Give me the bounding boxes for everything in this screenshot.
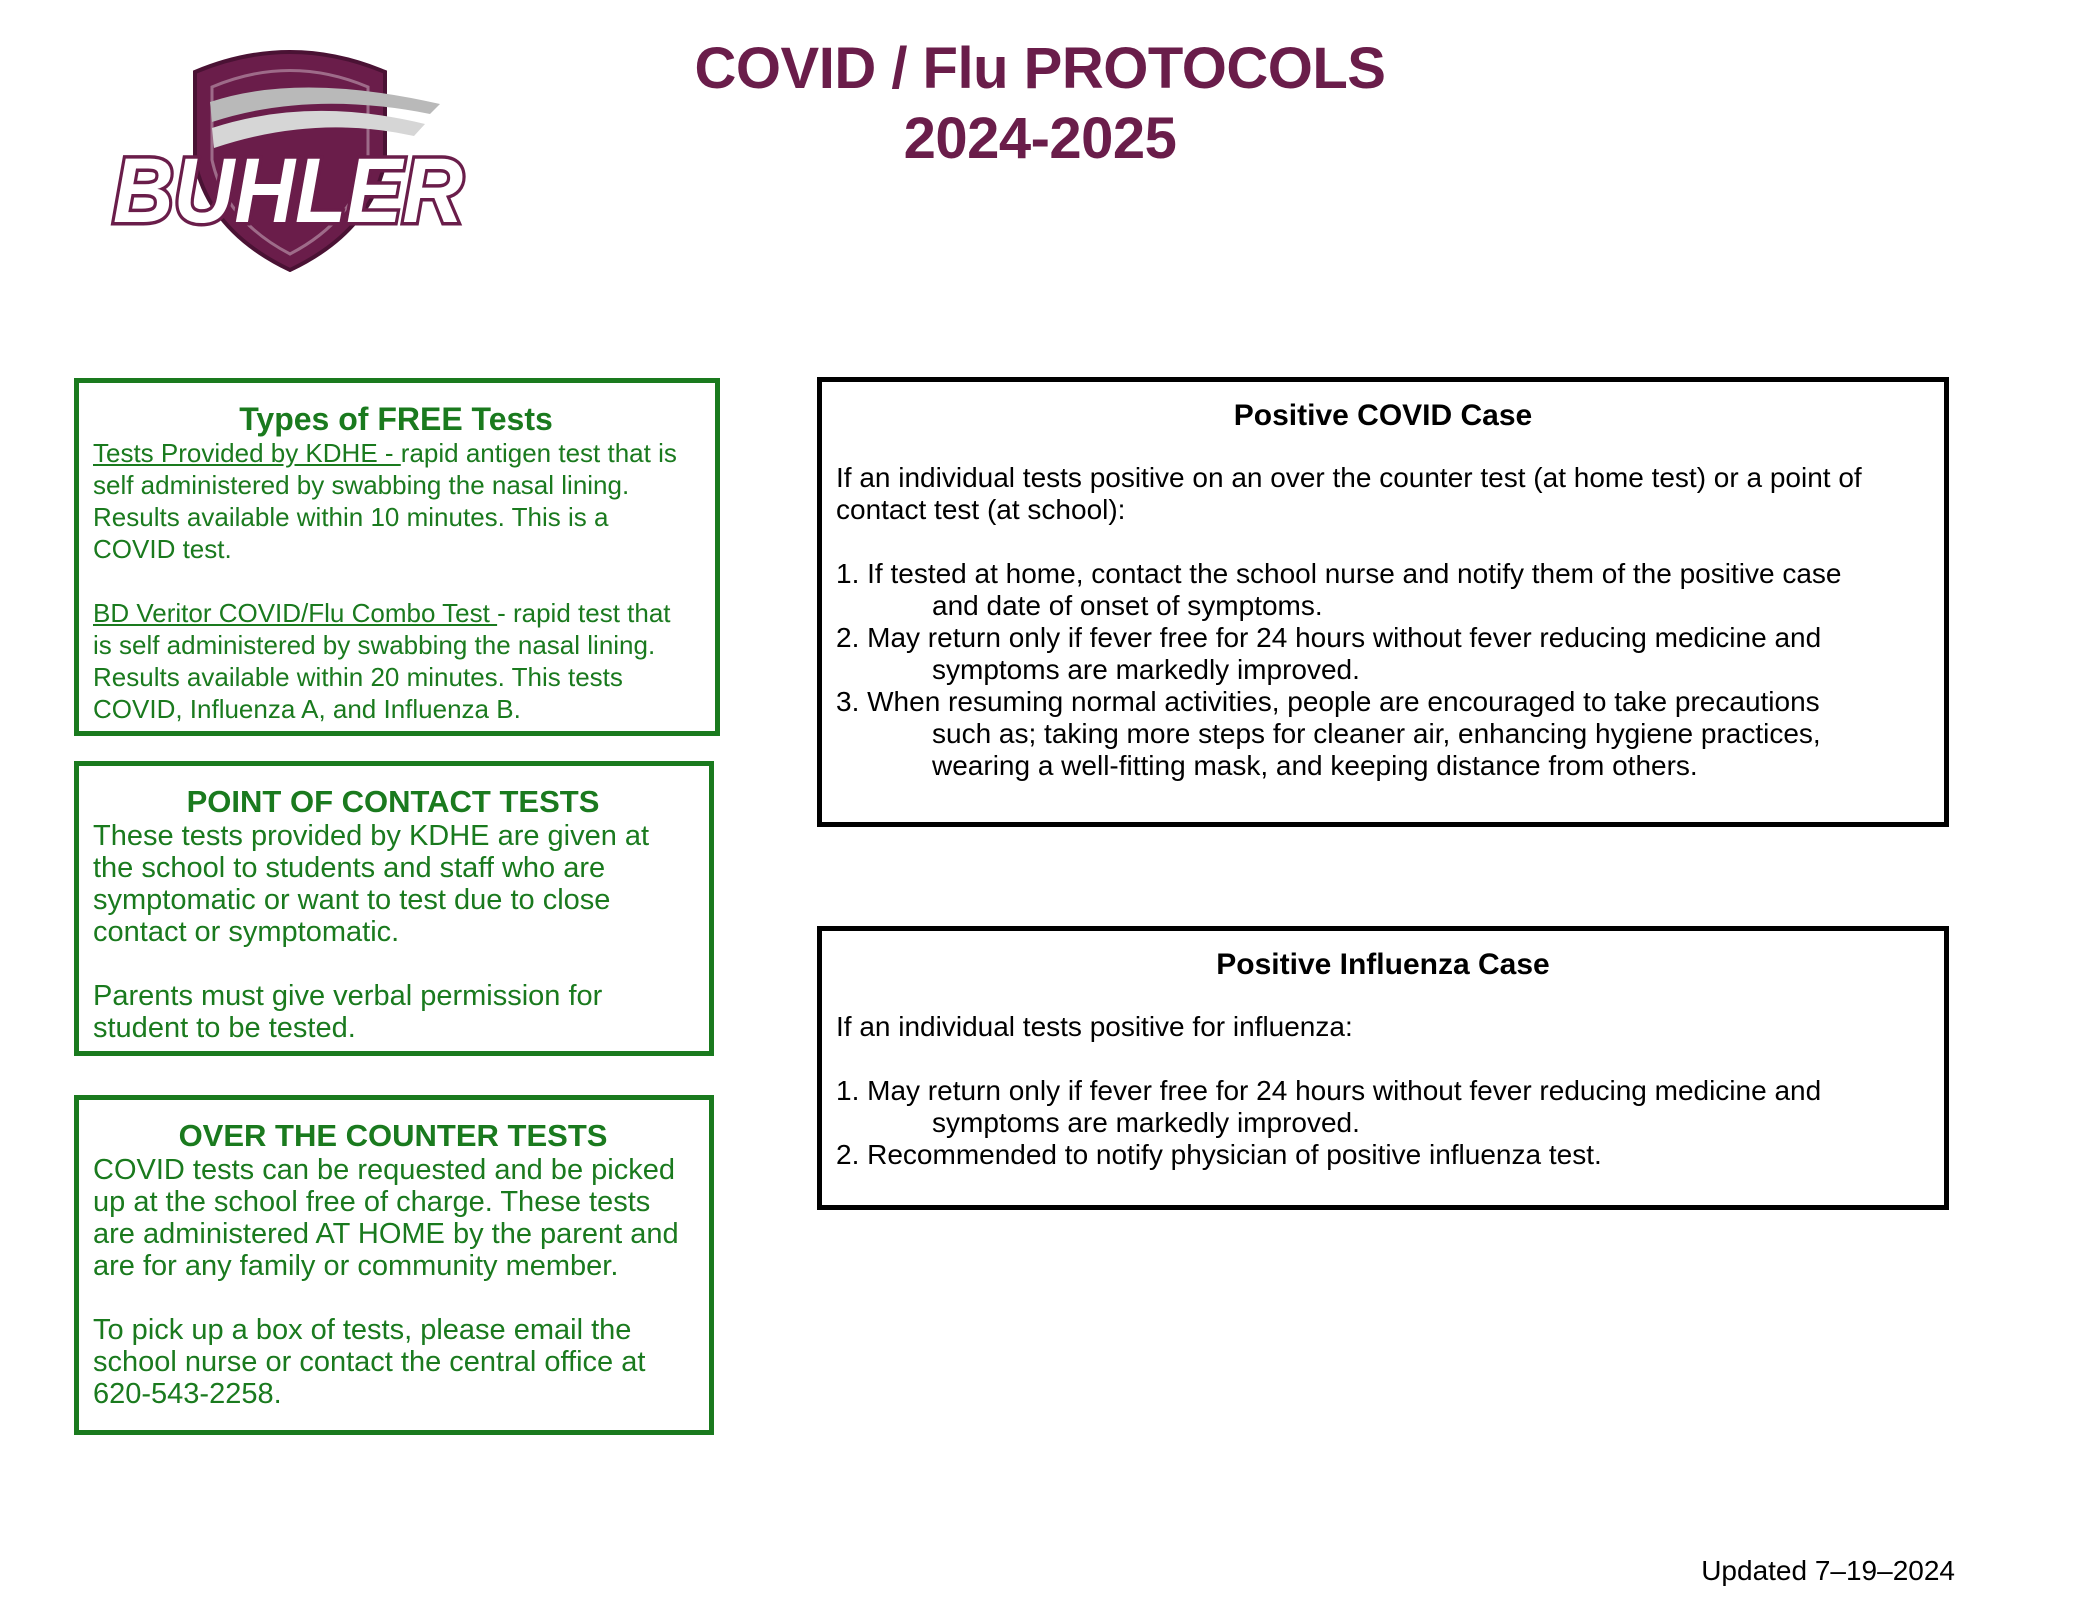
flu-case-box: [817, 926, 1949, 1210]
list-item-text: symptoms are markedly improved.: [932, 654, 1360, 685]
otc-line: To pick up a box of tests, please email the: [93, 1314, 632, 1346]
flu-case-intro: If an individual tests positive for influenza:: [836, 1011, 1353, 1042]
list-item: [836, 1139, 1930, 1171]
list-item: [836, 686, 1930, 782]
bd-test-label: BD Veritor COVID/Flu Combo Test: [93, 598, 498, 628]
poc-tests-box: [74, 761, 714, 1056]
flu-case-heading: Positive Influenza Case: [1216, 948, 1550, 981]
title-line-1: COVID / Flu PROTOCOLS: [694, 36, 1386, 101]
covid-case-list: [836, 558, 1930, 782]
list-item-text: symptoms are markedly improved.: [932, 1107, 1360, 1138]
shield-logo-icon: [100, 32, 480, 272]
list-item-text: 1. If tested at home, contact the school nurse and notify them of the positive case: [836, 558, 1842, 589]
list-item-text: such as; taking more steps for cleaner air, enhancing hygiene practices,: [932, 718, 1821, 749]
free-tests-box: [74, 378, 720, 736]
otc-tests-box: [74, 1095, 714, 1435]
kdhe-test-label: Tests Provided by KDHE -: [93, 438, 401, 468]
bd-test-description: [93, 597, 699, 725]
list-item: [836, 1075, 1930, 1139]
list-item-text: and date of onset of symptoms.: [932, 590, 1323, 621]
poc-line: contact or symptomatic.: [93, 916, 400, 948]
logo-wordmark: BUHLER: [113, 140, 463, 242]
page-title: [600, 34, 1480, 174]
poc-permission-text: [93, 980, 693, 1044]
list-item-text: 2. Recommended to notify physician of positive influenza test.: [836, 1139, 1602, 1170]
poc-line: These tests provided by KDHE are given at: [93, 820, 650, 852]
poc-line: symptomatic or want to test due to close: [93, 884, 611, 916]
otc-line: up at the school free of charge. These tests: [93, 1186, 651, 1218]
kdhe-text: self administered by swabbing the nasal lining.: [93, 470, 630, 500]
otc-line: school nurse or contact the central office at: [93, 1346, 646, 1378]
otc-line: are for any family or community member.: [93, 1250, 619, 1282]
bd-text: Results available within 20 minutes. This tests: [93, 662, 623, 692]
otc-line: are administered AT HOME by the parent and: [93, 1218, 679, 1250]
kdhe-text: rapid antigen test that is: [400, 438, 677, 468]
poc-line: student to be tested.: [93, 1012, 356, 1044]
title-line-2: 2024-2025: [903, 106, 1177, 171]
otc-pickup-text: [93, 1314, 693, 1410]
poc-line: the school to students and staff who are: [93, 852, 606, 884]
kdhe-text: Results available within 10 minutes. This is a: [93, 502, 609, 532]
otc-tests-heading: OVER THE COUNTER TESTS: [178, 1118, 608, 1153]
updated-date: Updated 7–19–2024: [1701, 1555, 1955, 1586]
kdhe-text: COVID test.: [93, 534, 232, 564]
bd-text: COVID, Influenza A, and Influenza B.: [93, 694, 521, 724]
list-item: [836, 558, 1930, 622]
kdhe-test-description: [93, 437, 699, 565]
free-tests-heading: Types of FREE Tests: [239, 401, 553, 437]
list-item-text: 3. When resuming normal activities, people are encouraged to take precautions: [836, 686, 1820, 717]
otc-phone: 620-543-2258.: [93, 1378, 282, 1410]
list-item-text: wearing a well-fitting mask, and keeping distance from others.: [932, 750, 1698, 781]
bd-text: - rapid test that: [497, 598, 671, 628]
flu-case-list: [836, 1075, 1930, 1171]
poc-tests-text: [93, 820, 693, 948]
covid-case-box: [817, 377, 1949, 827]
poc-line: Parents must give verbal permission for: [93, 980, 603, 1012]
covid-intro-line: If an individual tests positive on an over the counter test (at home test) or a point of: [836, 462, 1862, 493]
covid-case-intro: [836, 462, 1930, 526]
otc-line: COVID tests can be requested and be picked: [93, 1154, 675, 1186]
list-item-text: 1. May return only if fever free for 24 hours without fever reducing medicine and: [836, 1075, 1822, 1106]
list-item: [836, 622, 1930, 686]
bd-text: is self administered by swabbing the nasal lining.: [93, 630, 656, 660]
covid-case-heading: Positive COVID Case: [1233, 399, 1533, 432]
covid-intro-line: contact test (at school):: [836, 494, 1126, 525]
otc-tests-text: [93, 1154, 693, 1282]
poc-tests-heading: POINT OF CONTACT TESTS: [186, 784, 600, 819]
buhler-logo: [100, 32, 480, 272]
list-item-text: 2. May return only if fever free for 24 hours without fever reducing medicine and: [836, 622, 1822, 653]
